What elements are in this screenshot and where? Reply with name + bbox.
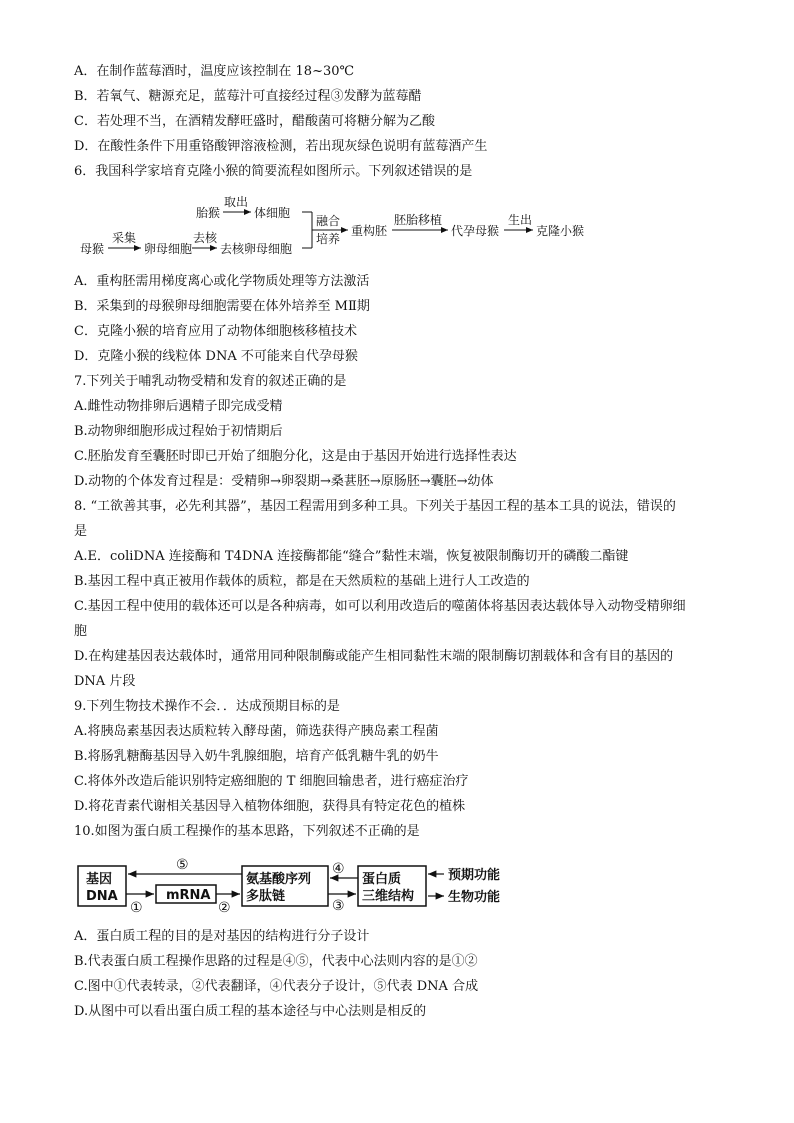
q10-option-a: A．蛋白质工程的目的是对基因的结构进行分子设计 — [74, 929, 370, 944]
q6-option-d: D．克隆小猴的线粒体 DNA 不可能来自代孕母猴 — [74, 349, 358, 364]
q7-option-c: C.胚胎发育至囊胚时即已开始了细胞分化，这是由于基因开始进行选择性表达 — [74, 449, 517, 464]
q10-option-c: C.图中①代表转录，②代表翻译，④代表分子设计，⑤代表 DNA 合成 — [74, 979, 479, 994]
clone-monkey-flow-diagram — [80, 193, 600, 267]
collect-label: 采集 — [112, 231, 137, 245]
q8-stem-line-1: 8. “工欲善其事，必先利其器”，基因工程需用到多种工具。下列关于基因工程的基本工具的说法，错误的 — [74, 499, 676, 514]
take-out-label: 取出 — [224, 195, 249, 209]
q6-stem: 6．我国科学家培育克隆小猴的简要流程如图所示。下列叙述错误的是 — [74, 164, 473, 179]
q5-option-d: D．在酸性条件下用重铬酸钾溶液检测，若出现灰绿色说明有蓝莓酒产生 — [74, 139, 488, 154]
q5-option-a: A．在制作蓝莓酒时，温度应该控制在 18~30℃ — [74, 64, 355, 79]
protein-engineering-diagram — [74, 852, 519, 914]
q8-option-a: A.E．coliDNA 连接酶和 T4DNA 连接酶都能“缝合”黏性末端，恢复被限制酶切开的磷酸二酯键 — [74, 549, 629, 564]
q10-stem: 10.如图为蛋白质工程操作的基本思路，下列叙述不正确的是 — [74, 824, 420, 839]
q7-option-b: B.动物卵细胞形成过程始于初情期后 — [74, 424, 283, 439]
oocyte-label: 卵母细胞 — [144, 242, 193, 256]
bio-function-label: 生物功能 — [448, 890, 501, 905]
label-2: ② — [218, 900, 231, 914]
fetal-monkey-label: 胎猴 — [196, 206, 221, 220]
q6-option-c: C．克隆小猴的培育应用了动物体细胞核移植技术 — [74, 324, 357, 339]
q9-option-a: A.将胰岛素基因表达质粒转入酵母菌，筛选获得产胰岛素工程菌 — [74, 724, 439, 739]
q5-option-c: C．若处理不当，在酒精发酵旺盛时，醋酸菌可将糖分解为乙酸 — [74, 114, 435, 129]
q8-option-c-line-1: C.基因工程中使用的载体还可以是各种病毒，如可以利用改造后的噬菌体将基因表达载体导入动物受精卵细 — [74, 599, 686, 614]
q5-option-b: B．若氧气、糖源充足，蓝莓汁可直接经过程③发酵为蓝莓醋 — [74, 89, 422, 104]
q9-option-c: C.将体外改造后能识别特定癌细胞的 T 细胞回输患者，进行癌症治疗 — [74, 774, 469, 789]
q10-option-d: D.从图中可以看出蛋白质工程的基本途径与中心法则是相反的 — [74, 1004, 427, 1019]
q8-option-c-line-2: 胞 — [74, 624, 88, 639]
fuse-label: 融合 — [316, 214, 341, 228]
clone-monkey-label: 克隆小猴 — [536, 224, 585, 238]
expected-function-label: 预期功能 — [448, 868, 501, 883]
protein-label: 蛋白质 — [362, 872, 402, 887]
q8-option-b: B.基因工程中真正被用作载体的质粒，都是在天然质粒的基础上进行人工改造的 — [74, 574, 530, 589]
q10-option-b: B.代表蛋白质工程操作思路的过程是④⑤，代表中心法则内容的是①② — [74, 954, 478, 969]
q8-option-d-line-2: DNA 片段 — [74, 674, 136, 689]
reconstructed-embryo-label: 重构胚 — [351, 224, 388, 238]
mrna-label: mRNA — [166, 888, 211, 903]
amino-acid-label: 氨基酸序列 — [246, 872, 312, 887]
q9-option-b: B.将肠乳糖酶基因导入奶牛乳腺细胞，培育产低乳糖牛乳的奶牛 — [74, 749, 439, 764]
culture-label: 培养 — [316, 232, 341, 246]
surrogate-label: 代孕母猴 — [451, 224, 500, 238]
label-5: ⑤ — [176, 857, 189, 873]
q9-stem: 9.下列生物技术操作不会．．达成预期目标的是 — [74, 699, 340, 714]
polypeptide-label: 多肽链 — [246, 889, 286, 904]
structure-label: 三维结构 — [362, 889, 415, 904]
somatic-cell-label: 体细胞 — [254, 206, 291, 220]
mother-monkey-label: 母猴 — [80, 242, 105, 256]
q6-option-a: A．重构胚需用梯度离心或化学物质处理等方法激活 — [74, 274, 370, 289]
label-1: ① — [130, 900, 143, 914]
q7-stem: 7.下列关于哺乳动物受精和发育的叙述正确的是 — [74, 374, 347, 389]
enucleated-oocyte-label: 去核卵母细胞 — [220, 242, 293, 256]
embryo-transfer-label: 胚胎移植 — [394, 213, 443, 227]
q7-option-a: A.雌性动物排卵后遇精子即完成受精 — [74, 399, 283, 414]
gene-label: 基因 — [86, 872, 113, 887]
q6-option-b: B．采集到的母猴卵母细胞需要在体外培养至 MⅡ期 — [74, 299, 370, 314]
label-3: ③ — [332, 898, 345, 914]
enucleate-label: 去核 — [193, 231, 218, 245]
label-4: ④ — [332, 861, 345, 877]
q7-option-d: D.动物的个体发育过程是：受精卵→卵裂期→桑葚胚→原肠胚→囊胚→幼体 — [74, 474, 494, 489]
q8-stem-line-2: 是 — [74, 524, 88, 539]
q8-option-d-line-1: D.在构建基因表达载体时，通常用同种限制酶或能产生相同黏性末端的限制酶切割载体和含有目的基因的 — [74, 649, 674, 664]
dna-label: DNA — [86, 889, 118, 904]
q9-option-d: D.将花青素代谢相关基因导入植物体细胞，获得具有特定花色的植株 — [74, 799, 466, 814]
born-label: 生出 — [508, 213, 533, 227]
